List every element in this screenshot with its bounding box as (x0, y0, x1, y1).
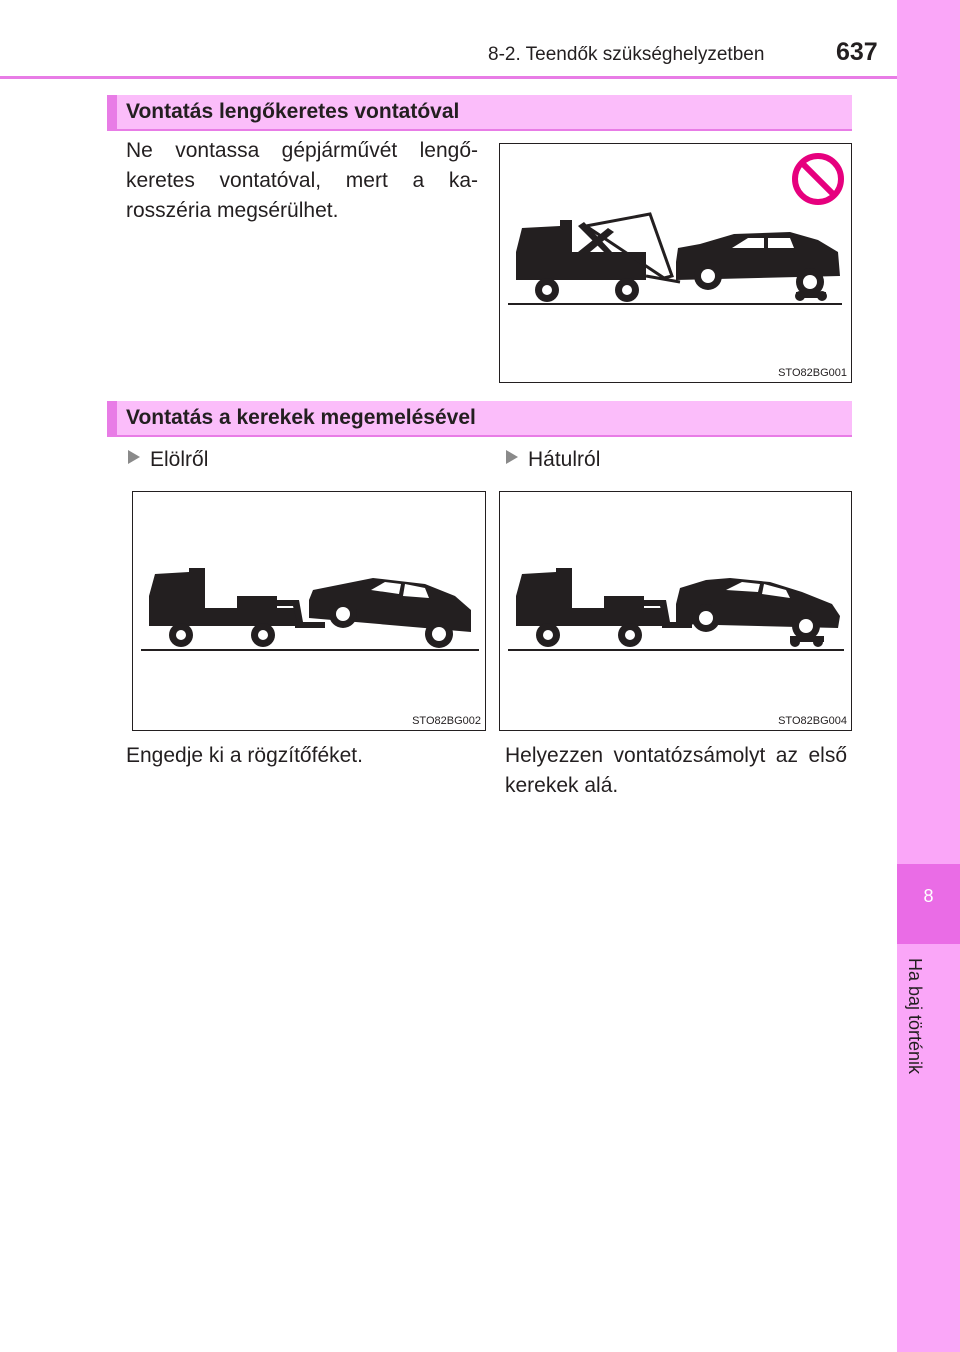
page-number: 637 (836, 38, 878, 66)
section-heading-1 (107, 95, 852, 131)
running-header: 8-2. Teendők szükséghelyzetben (488, 44, 765, 65)
chapter-label: Ha baj történik (905, 958, 925, 1075)
triangle-bullet-icon (506, 450, 518, 464)
caption-rear: Helyezzen vontatózsámolyt az első kerekek alá. (505, 744, 847, 797)
chapter-number: 8 (923, 886, 934, 906)
section-1-text: Ne vontassa gépjárművét lengő- keretes vontatóval, mert a ka- rosszéria megsérülhet. (126, 139, 478, 222)
figure-rear-tow (499, 491, 852, 731)
figure-sling-tow (499, 143, 852, 383)
triangle-bullet-icon (128, 450, 140, 464)
section-heading-2 (107, 401, 852, 437)
sling-tow-illustration (500, 144, 853, 384)
bullet-rear-text: Hátulról (528, 448, 601, 471)
wheel-lift-truck-icon (149, 568, 325, 647)
tow-truck-icon (516, 214, 680, 302)
section-heading-1-text: Vontatás lengőkeretes vontatóval (126, 100, 460, 123)
figure-code: STO82BG002 (412, 715, 481, 727)
figure-code: STO82BG004 (778, 715, 847, 727)
figure-code: STO82BG001 (778, 367, 847, 379)
bullet-front (128, 448, 208, 472)
rear-tow-illustration (500, 492, 853, 732)
prohibited-icon (795, 156, 841, 202)
section-heading-2-text: Vontatás a kerekek megemelésével (126, 406, 476, 429)
header-rule (0, 76, 897, 79)
bullet-rear (506, 448, 600, 472)
caption-front: Engedje ki a rögzítőféket. (126, 744, 363, 767)
wheel-lift-truck-icon (516, 568, 692, 647)
bullet-front-text: Elölről (150, 448, 209, 471)
figure-front-tow (132, 491, 486, 731)
chapter-side-tab (897, 0, 960, 1352)
front-tow-illustration (133, 492, 487, 732)
